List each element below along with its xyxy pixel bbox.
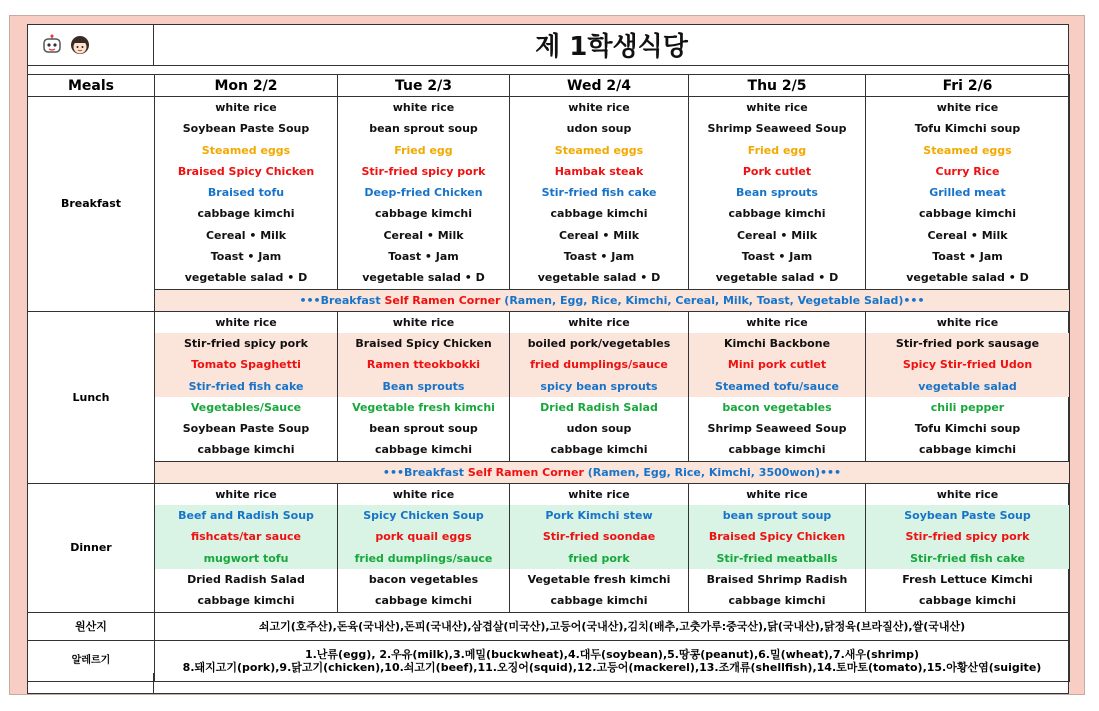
menu-item: Ramen tteokbokki [338,354,509,375]
menu-item: cabbage kimchi [728,207,826,221]
menu-item: cabbage kimchi [919,594,1016,608]
menu-item: Kimchi Backbone [689,333,865,354]
menu-item: Cereal • Milk [927,228,1008,242]
day-cell [155,483,338,612]
menu-item: Braised tofu [207,186,285,200]
day-cell [866,483,1070,612]
menu-item: Braised Spicy Chicken [338,333,509,354]
allergy-line: 1.난류(egg), 2.우유(milk),3.메밀(buckwheat),4.대두(soybean),5.땅콩(peanut),6.밀(wheat),7.새우(shrimp) [304,647,920,661]
menu-item: Stir-fried fish cake [541,186,657,200]
menu-item: bean sprout soup [369,122,478,136]
breakfast-row [28,97,1070,290]
menu-item: pork quail eggs [338,526,509,547]
day-cell [510,311,689,461]
menu-item: cabbage kimchi [375,207,472,221]
weekly-menu-table [27,74,1070,682]
meal-label-lunch: Lunch [28,311,155,483]
menu-item: white rice [936,315,999,329]
menu-item: Vegetables/Sauce [190,400,302,414]
menu-item: Mini pork cutlet [689,354,865,375]
menu-item: Stir-fried spicy pork [866,526,1069,547]
menu-item: Stir-fried pork sausage [866,333,1069,354]
menu-item: Bean sprouts [338,376,509,397]
menu-item: fried dumplings/sauce [510,354,688,375]
menu-item: udon soup [566,122,632,136]
menu-item: Tofu Kimchi soup [914,422,1021,436]
menu-item: white rice [215,315,277,329]
ramen-corner-note: •••Breakfast Self Ramen Corner (Ramen, Egg, Rice, Kimchi, 3500won)••• [155,461,1070,483]
menu-item: Braised Spicy Chicken [689,526,865,547]
menu-item: Bean sprouts [736,186,818,200]
menu-item: Steamed eggs [201,143,291,157]
day-cell [866,97,1070,290]
menu-item: white rice [936,487,999,501]
menu-item: cabbage kimchi [197,443,295,457]
menu-item: white rice [746,487,808,501]
menu-item: Braised Spicy Chicken [177,164,315,178]
allergy-line: 8.돼지고기(pork),9.닭고기(chicken),10.쇠고기(beef),11.오징어(squid),12.고등어(mackerel),13.조개류(shellfish),14.토마토(tomato),15.아황산염(suigite) [182,660,1042,674]
menu-item: Pork Kimchi stew [510,505,688,526]
menu-item: Vegetable fresh kimchi [527,572,671,586]
menu-item: white rice [392,487,455,501]
menu-item: Cereal • Milk [736,228,818,242]
menu-item: cabbage kimchi [375,594,472,608]
header-meals: Meals [28,75,155,97]
menu-item: Steamed eggs [923,143,1012,157]
menu-item: Vegetable fresh kimchi [352,400,495,414]
menu-item: white rice [215,101,277,114]
menu-item: Hambak steak [554,164,644,178]
menu-item: bacon vegetables [368,572,479,586]
menu-item: Dried Radish Salad [187,572,305,586]
menu-item: cabbage kimchi [197,207,295,221]
menu-item: Toast • Jam [210,250,282,264]
menu-item: Stir-fried fish cake [155,376,337,397]
header-row [28,75,1070,97]
menu-item: Stir-fried spicy pork [155,333,337,354]
menu-item: Grilled meat [929,186,1006,200]
header-day: Wed 2/4 [510,75,689,97]
ramen-corner-note: •••Breakfast Self Ramen Corner (Ramen, Egg, Rice, Kimchi, Cereal, Milk, Toast, Vegetable Salad)••• [155,289,1070,311]
girl-icon [69,34,91,56]
menu-item: Toast • Jam [388,250,459,264]
menu-item: cabbage kimchi [550,443,648,457]
day-cell [866,311,1070,461]
day-cell [510,97,689,290]
menu-item: vegetable salad • D [184,271,308,285]
menu-item: Cereal • Milk [558,228,640,242]
menu-item: white rice [568,487,630,501]
breakfast-corner-row [28,289,1070,311]
origin-text: 쇠고기(호주산),돈육(국내산),돈피(국내산),삼겹살(미국산),고등어(국내산),김치(배추,고춧가루:중국산),닭(국내산),닭정육(브라질산),쌀(국내산) [155,612,1070,640]
menu-item: fried dumplings/sauce [338,548,509,569]
menu-item: Toast • Jam [932,250,1003,264]
menu-item: Stir-fried spicy pork [361,164,486,178]
origin-label: 원산지 [28,612,155,640]
menu-item: Fresh Lettuce Kimchi [902,572,1033,586]
menu-item: cabbage kimchi [197,594,295,608]
meal-label-dinner: Dinner [28,483,155,612]
menu-item: Soybean Paste Soup [182,122,310,136]
menu-item: cabbage kimchi [728,594,826,608]
menu-item: cabbage kimchi [375,443,472,457]
menu-item: spicy bean sprouts [510,376,688,397]
menu-item: Braised Shrimp Radish [706,572,848,586]
menu-item: Cereal • Milk [383,228,464,242]
page-title: 제 1학생식당 [154,24,1069,66]
day-cell [689,97,866,290]
lunch-corner-row [28,461,1070,483]
menu-item: white rice [746,315,808,329]
blank-cell [27,673,154,694]
robot-icon [41,34,63,56]
menu-item: Curry Rice [935,164,1000,178]
menu-item: white rice [215,487,277,501]
menu-item: Spicy Stir-fried Udon [866,354,1069,375]
day-cell [338,97,510,290]
menu-item: white rice [936,101,999,114]
menu-item: white rice [392,101,455,114]
menu-item: mugwort tofu [155,548,337,569]
allergy-row [28,640,1070,681]
menu-item: bacon vegetables [722,400,832,414]
menu-item: vegetable salad • D [537,271,661,285]
menu-item: boiled pork/vegetables [510,333,688,354]
day-cell [338,483,510,612]
menu-item: white rice [568,101,630,114]
menu-item: Tomato Spaghetti [155,354,337,375]
menu-item: Fried egg [394,143,453,157]
dinner-row [28,483,1070,612]
allergy-label: 알레르기 [28,640,155,681]
day-cell [689,483,866,612]
day-cell [155,97,338,290]
lunch-row [28,311,1070,461]
menu-item: Steamed tofu/sauce [689,376,865,397]
allergy-text [155,640,1070,681]
menu-item: Tofu Kimchi soup [914,122,1021,136]
menu-item: vegetable salad [866,376,1069,397]
menu-item: Stir-fried soondae [510,526,688,547]
menu-item: cabbage kimchi [919,207,1016,221]
menu-item: Toast • Jam [563,250,635,264]
menu-item: Soybean Paste Soup [866,505,1069,526]
menu-item: fried pork [510,548,688,569]
menu-item: Shrimp Seaweed Soup [707,122,847,136]
menu-item: Spicy Chicken Soup [338,505,509,526]
menu-item: fishcats/tar sauce [155,526,337,547]
meal-label-breakfast: Breakfast [28,97,155,312]
menu-item: bean sprout soup [369,422,478,436]
menu-item: cabbage kimchi [550,594,648,608]
menu-item: Fried egg [747,143,807,157]
menu-item: white rice [568,315,630,329]
menu-item: Dried Radish Salad [540,400,658,414]
menu-item: Beef and Radish Soup [155,505,337,526]
menu-item: cabbage kimchi [728,443,826,457]
menu-item: udon soup [566,422,632,436]
menu-item: Deep-fried Chicken [364,186,483,200]
menu-item: Shrimp Seaweed Soup [707,422,847,436]
day-cell [510,483,689,612]
header-day: Tue 2/3 [338,75,510,97]
menu-item: Cereal • Milk [205,228,287,242]
menu-item: Stir-fried meatballs [689,548,865,569]
menu-item: Toast • Jam [741,250,813,264]
day-cell [689,311,866,461]
menu-item: vegetable salad • D [715,271,839,285]
menu-item: vegetable salad • D [906,271,1029,285]
menu-item: Pork cutlet [742,164,812,178]
menu-item: cabbage kimchi [919,443,1016,457]
menu-item: vegetable salad • D [362,271,485,285]
menu-item: Steamed eggs [554,143,644,157]
menu-item: bean sprout soup [689,505,865,526]
menu-item: cabbage kimchi [550,207,648,221]
origin-row [28,612,1070,640]
header-day: Mon 2/2 [155,75,338,97]
header-day: Fri 2/6 [866,75,1070,97]
menu-item: Stir-fried fish cake [866,548,1069,569]
header-day: Thu 2/5 [689,75,866,97]
logo [27,24,154,66]
day-cell [155,311,338,461]
menu-item: Soybean Paste Soup [182,422,310,436]
menu-item: white rice [392,315,455,329]
menu-item: chili pepper [930,400,1005,414]
day-cell [338,311,510,461]
menu-item: white rice [746,101,808,114]
